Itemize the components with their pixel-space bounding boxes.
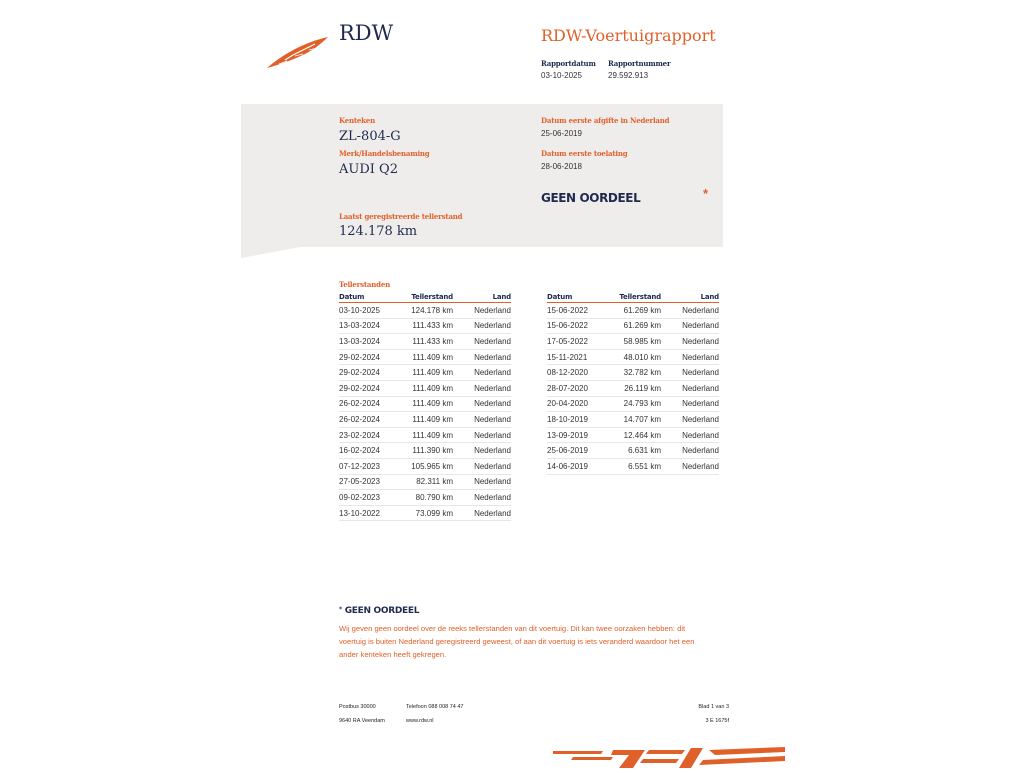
cell-country: Nederland <box>453 334 511 350</box>
cell-date: 18-10-2019 <box>547 412 605 428</box>
decorative-stripes <box>553 746 785 768</box>
cell-date: 29-02-2024 <box>339 380 397 396</box>
report-date: 03-10-2025 <box>541 71 582 80</box>
cell-date: 29-02-2024 <box>339 365 397 381</box>
cell-odometer: 61.269 km <box>605 318 661 334</box>
table-row <box>339 443 511 459</box>
cell-date: 15-06-2022 <box>547 318 605 334</box>
cell-odometer: 111.409 km <box>397 380 453 396</box>
cell-country: Nederland <box>453 365 511 381</box>
table-row <box>339 490 511 506</box>
cell-odometer: 111.390 km <box>397 443 453 459</box>
table-row <box>339 427 511 443</box>
col-odometer: Tellerstand <box>397 292 453 303</box>
table-row <box>339 334 511 350</box>
cell-odometer: 82.311 km <box>397 474 453 490</box>
footer-address-1: Postbus 30000 <box>339 704 376 710</box>
cell-country: Nederland <box>661 318 719 334</box>
cell-date: 15-06-2022 <box>547 303 605 319</box>
cell-odometer: 12.464 km <box>605 427 661 443</box>
odometer-section-title: Tellerstanden <box>339 280 390 289</box>
cell-odometer: 6.551 km <box>605 458 661 474</box>
odometer-table-right <box>547 292 719 475</box>
verdict: GEEN OORDEEL <box>541 191 641 205</box>
cell-odometer: 124.178 km <box>397 303 453 319</box>
note-title <box>339 606 419 616</box>
cell-date: 03-10-2025 <box>339 303 397 319</box>
col-date: Datum <box>547 292 605 303</box>
cell-odometer: 61.269 km <box>605 303 661 319</box>
cell-odometer: 111.409 km <box>397 365 453 381</box>
cell-date: 26-02-2024 <box>339 412 397 428</box>
cell-country: Nederland <box>453 380 511 396</box>
cell-odometer: 32.782 km <box>605 365 661 381</box>
rdw-logo <box>265 34 331 70</box>
odometer-table-left <box>339 292 511 521</box>
table-row <box>339 365 511 381</box>
cell-country: Nederland <box>661 443 719 459</box>
cell-date: 09-02-2023 <box>339 490 397 506</box>
report-title: RDW-Voertuigrapport <box>541 26 716 45</box>
cell-odometer: 111.409 km <box>397 349 453 365</box>
note-line: ander kenteken heeft gekregen. <box>339 650 447 659</box>
table-row <box>339 349 511 365</box>
table-row <box>547 427 719 443</box>
cell-country: Nederland <box>453 474 511 490</box>
note-body <box>339 622 694 661</box>
cell-odometer: 105.965 km <box>397 458 453 474</box>
first-issue-nl-label: Datum eerste afgifte in Nederland <box>541 116 670 125</box>
table-row <box>547 318 719 334</box>
note-title-text: GEEN OORDEEL <box>344 606 420 616</box>
cell-country: Nederland <box>453 412 511 428</box>
note-marker: * <box>339 606 342 613</box>
cell-odometer: 58.985 km <box>605 334 661 350</box>
table-row <box>339 318 511 334</box>
footer-address-2: 9640 RA Veendam <box>339 718 385 724</box>
cell-country: Nederland <box>661 427 719 443</box>
report-date-label: Rapportdatum <box>541 59 596 68</box>
col-country: Land <box>661 292 719 303</box>
cell-date: 16-02-2024 <box>339 443 397 459</box>
footer-website: www.rdw.nl <box>406 718 434 724</box>
cell-date: 26-02-2024 <box>339 396 397 412</box>
plate-label: Kenteken <box>339 116 375 125</box>
report-number: 29.592.913 <box>608 71 649 80</box>
cell-date: 20-04-2020 <box>547 396 605 412</box>
cell-country: Nederland <box>661 396 719 412</box>
table-row <box>547 458 719 474</box>
cell-date: 07-12-2023 <box>339 458 397 474</box>
first-admission-label: Datum eerste toelating <box>541 149 628 158</box>
plate-value: ZL-804-G <box>339 129 401 144</box>
report-number-label: Rapportnummer <box>608 59 671 68</box>
table-row <box>339 458 511 474</box>
cell-date: 13-10-2022 <box>339 505 397 521</box>
note-line: voertuig is buiten Nederland geregistreerd geweest, of aan dit voertuig is iets veranderd waardoor het een <box>339 637 695 646</box>
cell-country: Nederland <box>661 349 719 365</box>
cell-country: Nederland <box>661 365 719 381</box>
vehicle-summary-panel <box>241 104 723 247</box>
first-issue-nl-value: 25-06-2019 <box>541 129 582 138</box>
cell-date: 13-09-2019 <box>547 427 605 443</box>
cell-date: 14-06-2019 <box>547 458 605 474</box>
cell-odometer: 73.099 km <box>397 505 453 521</box>
cell-country: Nederland <box>453 396 511 412</box>
first-admission-value: 28-06-2018 <box>541 162 582 171</box>
cell-date: 25-06-2019 <box>547 443 605 459</box>
note-line: Wij geven geen oordeel over de reeks tellerstanden van dit voertuig. Dit kan twee oorzaken hebben: dit <box>339 624 686 633</box>
table-row <box>547 412 719 428</box>
cell-odometer: 111.409 km <box>397 396 453 412</box>
table-row <box>547 396 719 412</box>
table-row <box>547 349 719 365</box>
footer-phone: Telefoon 088 008 74 47 <box>406 704 464 710</box>
cell-country: Nederland <box>453 443 511 459</box>
cell-date: 17-05-2022 <box>547 334 605 350</box>
cell-odometer: 80.790 km <box>397 490 453 506</box>
table-row <box>339 505 511 521</box>
cell-country: Nederland <box>453 303 511 319</box>
table-row <box>547 380 719 396</box>
table-row <box>547 334 719 350</box>
col-country: Land <box>453 292 511 303</box>
cell-date: 13-03-2024 <box>339 334 397 350</box>
cell-country: Nederland <box>453 349 511 365</box>
cell-country: Nederland <box>453 458 511 474</box>
cell-odometer: 111.409 km <box>397 412 453 428</box>
cell-country: Nederland <box>661 380 719 396</box>
cell-country: Nederland <box>661 412 719 428</box>
make-label: Merk/Handelsbenaming <box>339 149 430 158</box>
cell-date: 27-05-2023 <box>339 474 397 490</box>
cell-odometer: 48.010 km <box>605 349 661 365</box>
table-row <box>547 443 719 459</box>
cell-odometer: 24.793 km <box>605 396 661 412</box>
cell-date: 23-02-2024 <box>339 427 397 443</box>
table-row <box>339 303 511 319</box>
cell-country: Nederland <box>661 458 719 474</box>
footer-doc-code: 3 E 1675f <box>705 718 729 724</box>
cell-country: Nederland <box>661 303 719 319</box>
feather-icon <box>265 34 331 70</box>
cell-country: Nederland <box>453 490 511 506</box>
col-date: Datum <box>339 292 397 303</box>
cell-date: 28-07-2020 <box>547 380 605 396</box>
cell-odometer: 111.409 km <box>397 427 453 443</box>
cell-odometer: 111.433 km <box>397 318 453 334</box>
make-value: AUDI Q2 <box>339 162 398 177</box>
cell-date: 08-12-2020 <box>547 365 605 381</box>
last-odometer-value: 124.178 km <box>339 224 418 239</box>
cell-date: 13-03-2024 <box>339 318 397 334</box>
cell-country: Nederland <box>453 427 511 443</box>
cell-odometer: 6.631 km <box>605 443 661 459</box>
cell-date: 15-11-2021 <box>547 349 605 365</box>
table-row <box>547 365 719 381</box>
last-odometer-label: Laatst geregistreerde tellerstand <box>339 212 463 221</box>
cell-odometer: 111.433 km <box>397 334 453 350</box>
cell-country: Nederland <box>661 334 719 350</box>
table-row <box>339 474 511 490</box>
footer-page: Blad 1 van 3 <box>698 704 729 710</box>
cell-country: Nederland <box>453 505 511 521</box>
cell-date: 29-02-2024 <box>339 349 397 365</box>
cell-country: Nederland <box>453 318 511 334</box>
panel-tail <box>241 247 301 258</box>
cell-odometer: 14.707 km <box>605 412 661 428</box>
cell-odometer: 26.119 km <box>605 380 661 396</box>
table-row <box>547 303 719 319</box>
verdict-marker: * <box>703 186 709 201</box>
table-row <box>339 380 511 396</box>
col-odometer: Tellerstand <box>605 292 661 303</box>
org-name: RDW <box>339 21 394 45</box>
table-row <box>339 396 511 412</box>
table-row <box>339 412 511 428</box>
